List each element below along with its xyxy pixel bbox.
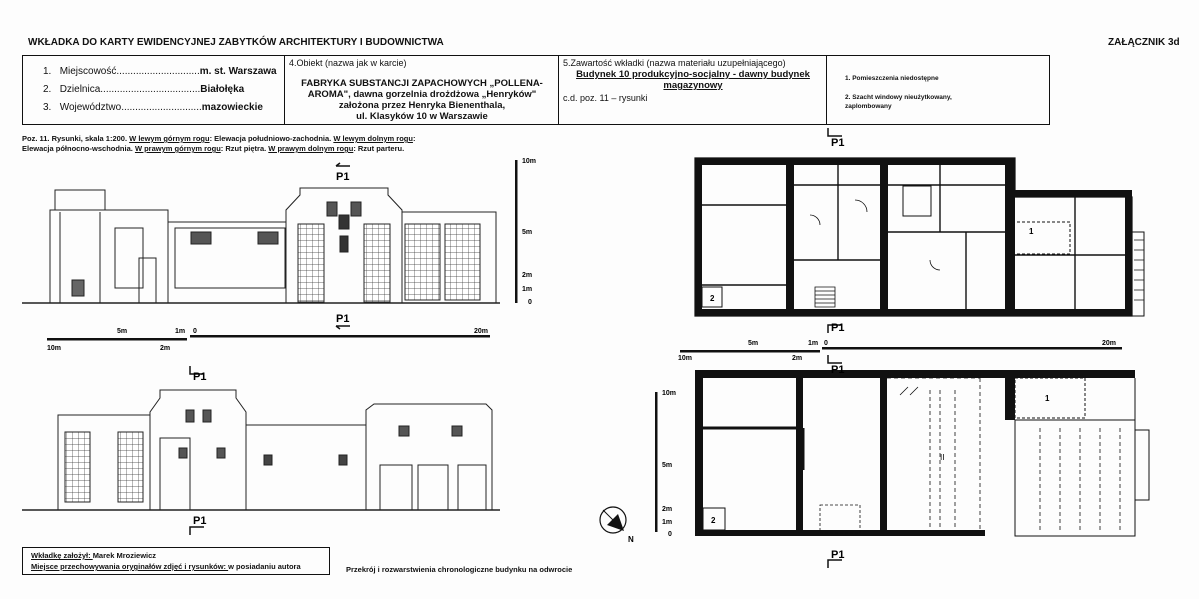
footer-note: Przekrój i rozwarstwienia chronologiczne budynku na odwrocie xyxy=(346,565,573,574)
horizontal-scale xyxy=(678,340,1122,362)
row-number: 1. xyxy=(43,66,52,77)
vertical-scale xyxy=(655,390,676,538)
row-value: Białołęka xyxy=(200,84,245,95)
room-number: 2 xyxy=(711,516,716,525)
contents-line1: Budynek 10 produkcyjno-socjalny - dawny budynek xyxy=(576,69,810,80)
note-shaft: 2. Szacht windowy nieużytkowany, xyxy=(845,94,952,101)
section-marker-p1 xyxy=(828,355,845,568)
scale-label: 5m xyxy=(117,328,128,335)
contents-ref: c.d. poz. 11 – rysunki xyxy=(563,93,648,103)
object-line3: założona przez Henryka Bienenthala, xyxy=(338,100,506,111)
scale-label: 1m xyxy=(175,328,186,335)
floor-plan-upper xyxy=(695,158,1144,316)
section-marker-label: P1 xyxy=(336,171,350,183)
caption-emph: W lewym górnym rogu xyxy=(129,134,210,143)
storage-label: Miejsce przechowywania oryginałów zdjęć i rysunków: xyxy=(31,562,229,571)
north-label: N xyxy=(628,535,634,544)
note-shaft-cont: zaplombowany xyxy=(845,103,892,110)
scale-label: 20m xyxy=(1102,340,1117,347)
storage-value: w posiadaniu autora xyxy=(228,562,301,571)
object-line1: FABRYKA SUBSTANCJI ZAPACHOWYCH „POLLENA- xyxy=(301,78,543,89)
caption-text: Poz. 11. Rysunki, skala 1:200. xyxy=(22,134,130,143)
row-value: m. st. Warszawa xyxy=(199,66,277,77)
author-label: Wkładkę założył: xyxy=(31,551,93,560)
section-marker-label: P1 xyxy=(831,364,845,376)
object-caption: 4.Obiekt (nazwa jak w karcie) xyxy=(289,58,407,68)
author-line xyxy=(31,551,156,560)
section-marker-label: P1 xyxy=(193,371,207,383)
contents-caption: 5.Zawartość wkładki (nazwa materiału uzupełniającego) xyxy=(563,58,786,68)
caption-emph: W prawym górnym rogu xyxy=(134,144,221,153)
vertical-scale xyxy=(515,158,536,306)
floor-plan-ground xyxy=(695,370,1149,536)
caption-text: : xyxy=(412,134,416,143)
row-number: 3. xyxy=(43,102,52,113)
row-label: Miejscowość.............................. xyxy=(59,66,200,77)
room-number: 2 xyxy=(710,294,715,303)
section-marker-label: P1 xyxy=(193,515,207,527)
scale-label: 2m xyxy=(160,345,171,352)
room-number: II xyxy=(940,453,945,462)
scale-label: 0 xyxy=(668,531,672,538)
scale-label: 5m xyxy=(662,462,673,469)
row-value: mazowieckie xyxy=(201,102,263,113)
scale-label: 0 xyxy=(528,299,532,306)
row-label: Województwo............................. xyxy=(59,102,202,113)
elevation-north-east xyxy=(22,390,500,510)
note-inaccessible: 1. Pomieszczenia niedostępne xyxy=(845,75,939,82)
row-number: 2. xyxy=(43,84,52,95)
caption-emph: W lewym dolnym rogu xyxy=(333,134,413,143)
section-marker-label: P1 xyxy=(336,313,350,325)
document-title: WKŁADKA DO KARTY EWIDENCYJNEJ ZABYTKÓW ARCHITEKTURY I BUDOWNICTWA xyxy=(28,37,444,48)
scale-label: 10m xyxy=(662,390,677,397)
section-marker-label: P1 xyxy=(831,137,845,149)
contents-line2: magazynowy xyxy=(663,80,723,91)
elevation-south-west xyxy=(22,188,500,303)
scale-label: 1m xyxy=(808,340,819,347)
section-marker-label: P1 xyxy=(831,549,845,561)
scale-label: 2m xyxy=(522,272,533,279)
author-box xyxy=(22,547,330,575)
caption-emph: W prawym dolnym rogu xyxy=(268,144,354,153)
scale-label: 0 xyxy=(824,340,828,347)
scale-label: 2m xyxy=(792,355,803,362)
scale-label: 5m xyxy=(748,340,759,347)
scale-label: 10m xyxy=(47,345,62,352)
horizontal-scale xyxy=(47,328,490,352)
room-number: 1 xyxy=(1029,227,1034,236)
row-label: Dzielnica.................................... xyxy=(59,84,201,95)
storage-line xyxy=(31,562,301,571)
caption-text: Elewacja północno-wschodnia. xyxy=(22,144,135,153)
scale-label: 2m xyxy=(662,506,673,513)
caption-text: : Elewacja południowo-zachodnia. xyxy=(209,134,334,143)
caption-text: : Rzut piętra. xyxy=(220,144,269,153)
caption-text: : Rzut parteru. xyxy=(353,144,405,153)
object-line2: AROMA", dawna gorzelnia drożdżowa „Henryków" xyxy=(307,89,537,100)
scale-label: 5m xyxy=(522,229,533,236)
object-line4: ul. Klasyków 10 w Warszawie xyxy=(356,111,488,122)
author-name: Marek Mroziewicz xyxy=(92,551,157,560)
section-marker-label: P1 xyxy=(831,322,845,334)
scale-label: 20m xyxy=(474,328,489,335)
scale-label: 10m xyxy=(522,158,537,165)
annex-label: ZAŁĄCZNIK 3d xyxy=(1108,37,1180,48)
room-number: 1 xyxy=(1045,394,1050,403)
scale-label: 1m xyxy=(662,519,673,526)
scale-label: 1m xyxy=(522,286,533,293)
scale-label: 0 xyxy=(193,328,197,335)
north-arrow-icon xyxy=(600,507,626,533)
scale-label: 10m xyxy=(678,355,693,362)
